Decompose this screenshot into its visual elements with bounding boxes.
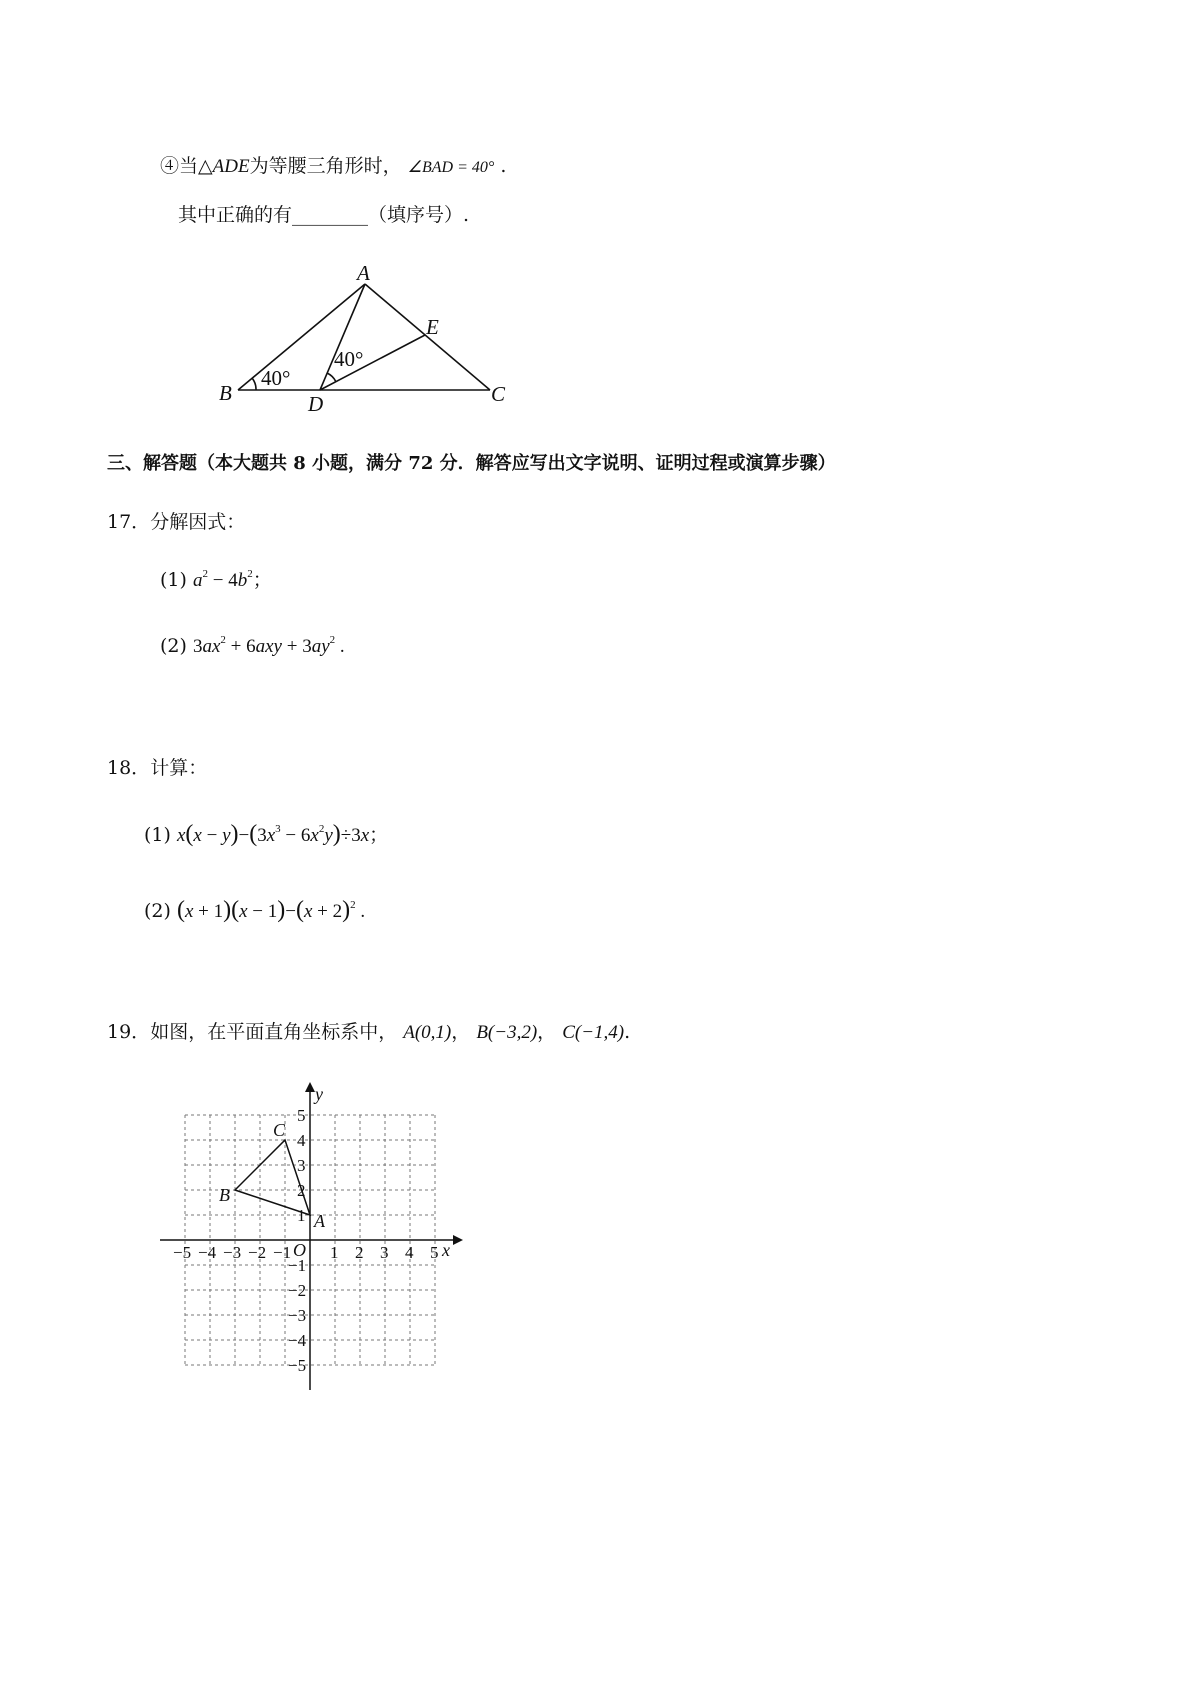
label-e: E [426,315,439,339]
y-tick-label: −3 [288,1306,307,1325]
label-b: B [219,1185,230,1205]
segment-ad [320,284,365,390]
x-tick-label: 5 [430,1243,439,1262]
y-tick-label: 5 [297,1106,306,1125]
label-c: C [491,382,506,406]
angle-d-label: 40° [334,347,364,371]
angle-bad-expression: ∠BAD = 40° [407,159,495,176]
x-tick-label: −3 [223,1243,242,1262]
triangle-abc [235,1140,310,1215]
q16-item4: ④当△ADE为等腰三角形时， ∠BAD = 40° . [160,155,507,177]
x-tick-label: −1 [273,1243,292,1262]
angle-b-arc [252,378,256,390]
angle-d-arc [327,373,336,382]
label-a: A [357,261,370,285]
label-a: A [314,1211,325,1231]
y-tick-label: −1 [288,1256,307,1275]
y-tick-label: 4 [297,1131,306,1150]
answer-blank[interactable]: ________ [292,204,369,226]
x-axis-arrow-icon [453,1235,463,1245]
x-tick-label: 3 [380,1243,389,1262]
x-tick-label: −2 [248,1243,267,1262]
q17-part2: (2) $3ax^2 + 6axy + 3ay^2$ . [160,634,345,657]
q16-answer-line: 其中正确的有________（填序号）. [178,204,470,226]
q17-expr1: $a^2 - 4b^2$ [192,568,253,591]
y-axis-label: y [315,1084,323,1104]
q19-header: 19．如图，在平面直角坐标系中， A(0,1)， B(−3,2)， C(−1,4). [107,1021,631,1043]
q17-header: 17．分解因式： [107,511,246,533]
angle-b-label: 40° [261,366,291,390]
y-tick-label: 1 [297,1206,306,1225]
coordinate-plane [155,1080,475,1400]
point-a-coords: A(0,1) [403,1022,452,1043]
q18-part2: (2) $(x + 1)(x - 1)-(x + 2)^2$ . [144,897,366,923]
point-c-coords: C(−1,4) [562,1022,625,1043]
x-tick-label: −5 [173,1243,192,1262]
label-c: C [273,1120,286,1140]
y-tick-label: −4 [288,1331,307,1350]
label-b: B [219,381,232,405]
y-tick-label: 2 [297,1181,306,1200]
x-tick-label: 4 [405,1243,414,1262]
x-tick-label: −4 [198,1243,217,1262]
q18-part1: (1) $x(x - y)-(3x^3 - 6x^2y)\div 3x$； [144,821,389,847]
q17-part1: (1) $a^2 - 4b^2$； [160,568,272,591]
x-tick-label: 1 [330,1243,339,1262]
segment-ab [238,284,365,390]
point-b-coords: B(−3,2) [476,1022,538,1043]
y-tick-label: 3 [297,1156,306,1175]
q18-expr1: $x(x - y)-(3x^3 - 6x^2y)\div 3x$ [176,821,370,847]
y-axis-arrow-icon [305,1082,315,1092]
q17-expr2: $3ax^2 + 6axy + 3ay^2$ [192,634,336,657]
origin-label: O [293,1240,306,1260]
section-3-title: 三、解答题（本大题共 8 小题，满分 72 分．解答应写出文字说明、证明过程或演算步骤） [107,453,836,474]
q18-header: 18．计算： [107,757,208,779]
y-tick-label: −2 [288,1281,307,1300]
x-tick-label: 2 [355,1243,364,1262]
label-d: D [308,392,324,416]
y-tick-label: −5 [288,1356,307,1375]
triangle-figure [210,258,530,428]
q18-expr2: $(x + 1)(x - 1)-(x + 2)^2$ [176,897,356,923]
x-axis-label: x [442,1240,450,1260]
